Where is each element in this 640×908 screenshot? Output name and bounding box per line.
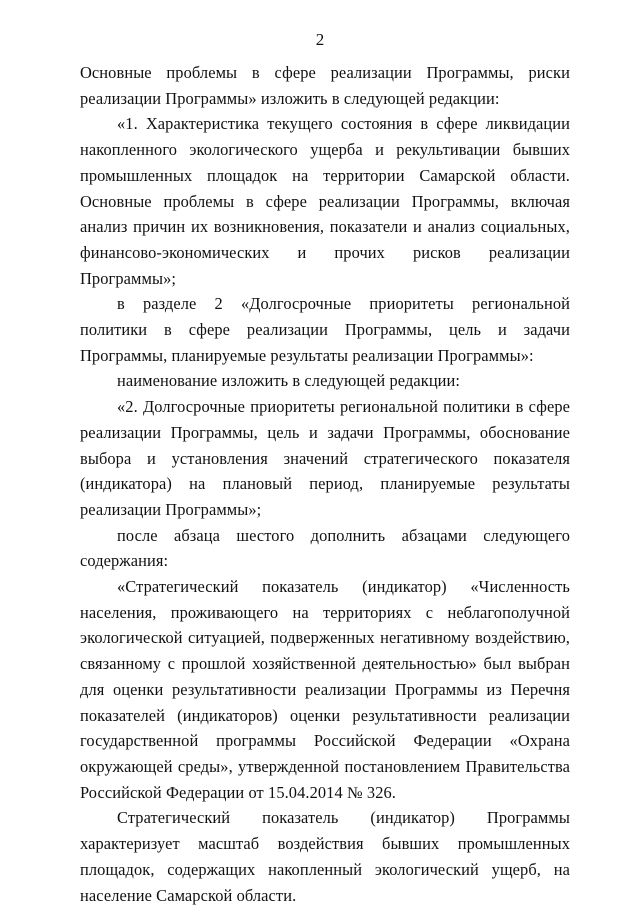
document-body	[80, 60, 570, 908]
paragraph-1: Основные проблемы в сфере реализации Программы, риски реализации Программы» изложить в следующей редакции:	[80, 63, 570, 108]
paragraph-7: «Стратегический показатель (индикатор) «Численность населения, проживающего на территориях с неблагополучной экологической ситуацией, подверженных негативному воздействию, связанному с прошлой хозяйственной деятельностью» был выбран для оценки результативности реализации Программы из Перечня показателей (индикаторов) оценки результативности реализации государственной программы Российской Федерации «Охрана окружающей среды», утвержденной постановлением Правительства Российской Федерации от 15.04.2014 № 326.	[80, 577, 570, 802]
paragraph-2: «1. Характеристика текущего состояния в сфере ликвидации накопленного экологического ущерба и рекультивации бывших промышленных площадок на территории Самарской области. Основные проблемы в сфере реализации Программы, включая анализ причин их возникновения, показатели и анализ социальных, финансово-экономических и прочих рисков реализации Программы»;	[80, 114, 570, 288]
paragraph-3: в разделе 2 «Долгосрочные приоритеты региональной политики в сфере реализации Программы, цель и задачи Программы, планируемые результаты реализации Программы»:	[80, 294, 570, 365]
paragraph-6: после абзаца шестого дополнить абзацами следующего содержания:	[80, 525, 570, 571]
page-number: 2	[315, 30, 325, 49]
paragraph-8: Стратегический показатель (индикатор) Программы характеризует масштаб воздействия бывших промышленных площадок, содержащих накопленный экологический ущерб, на население Самарской области.	[80, 808, 570, 905]
paragraph-5: «2. Долгосрочные приоритеты региональной политики в сфере реализации Программы, цель и задачи Программы, обоснование выбора и установления значений стратегического показателя (индикатора) на плановый период, планируемые результаты реализации Программы»;	[80, 397, 570, 519]
paragraph-4: наименование изложить в следующей редакции:	[117, 371, 461, 391]
